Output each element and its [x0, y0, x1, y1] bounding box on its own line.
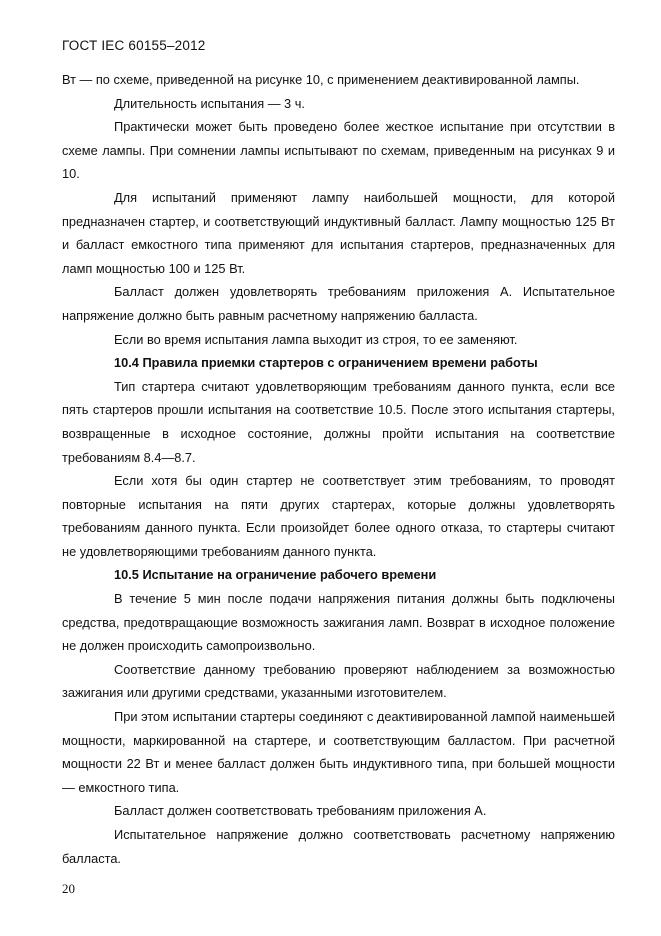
document-header: ГОСТ IEC 60155–2012 [62, 38, 206, 53]
paragraph-harsh-test: Практически может быть проведено более жесткое испытание при отсутствии в схеме лампы. При сомнении лампы испытывают по схемам, приведенным на рисунках 9 и 10. [62, 119, 615, 182]
paragraph-continuation: Вт — по схеме, приведенной на рисунке 10, с применением деактивированной лампы. [62, 72, 580, 87]
paragraph-ballast-requirements: Балласт должен удовлетворять требованиям приложения А. Испытательное напряжение должно быть равным расчетному напряжению балласта. [62, 284, 615, 323]
page-number: 20 [62, 881, 75, 896]
paragraph-five-minutes: В течение 5 мин после подачи напряжения питания должны быть подключены средства, предотвращающие возможность зажигания ламп. Возврат в исходное положение не должен происходить самопроизвольно. [62, 591, 615, 654]
section-heading-10-4: 10.4 Правила приемки стартеров с ограничением времени работы [114, 355, 538, 371]
paragraph-lamp-power: Для испытаний применяют лампу наибольшей мощности, для которой предназначен стартер, и соответствующий индуктивный балласт. Лампу мощностью 125 Вт и балласт емкостного типа применяют для испытания стартеров, предназначенных для ламп мощностью 100 и 125 Вт. [62, 189, 615, 276]
paragraph-compliance-check: Соответствие данному требованию проверяют наблюдением за возможностью зажигания или другими средствами, указанными изготовителем. [62, 661, 615, 701]
paragraph-lamp-replacement: Если во время испытания лампа выходит из строя, то ее заменяют. [114, 331, 518, 347]
paragraph-retest: Если хотя бы один стартер не соответствует этим требованиям, то проводят повторные испытания на пяти других стартерах, которые должны удовлетворять требованиям данного пункта. Если произойдет более одного отказа, то стартеры считают не удовлетворяющими требованиям данного пункта. [62, 473, 615, 559]
paragraph-connection: При этом испытании стартеры соединяют с деактивированной лампой наименьшей мощности, маркированной на стартере, и соответствующим балластом. При расчетной мощности 22 Вт и менее балласт должен быть индуктивного типа, при большей мощности — емкостного типа. [62, 709, 615, 795]
paragraph-test-voltage: Испытательное напряжение должно соответствовать расчетному напряжению балласта. [62, 827, 615, 866]
paragraph-ballast-appendix: Балласт должен соответствовать требованиям приложения А. [114, 803, 487, 819]
section-heading-10-5: 10.5 Испытание на ограничение рабочего времени [114, 567, 437, 583]
paragraph-test-duration: Длительность испытания — 3 ч. [114, 95, 305, 111]
paragraph-starter-type: Тип стартера считают удовлетворяющим требованиям данного пункта, если все пять стартеров прошли испытания на соответствие 10.5. После этого испытания стартеры, возвращенные в исходное состояние, должны пройти испытания на соответствие требованиям 8.4—8.7. [62, 378, 615, 465]
document-body [62, 68, 615, 870]
